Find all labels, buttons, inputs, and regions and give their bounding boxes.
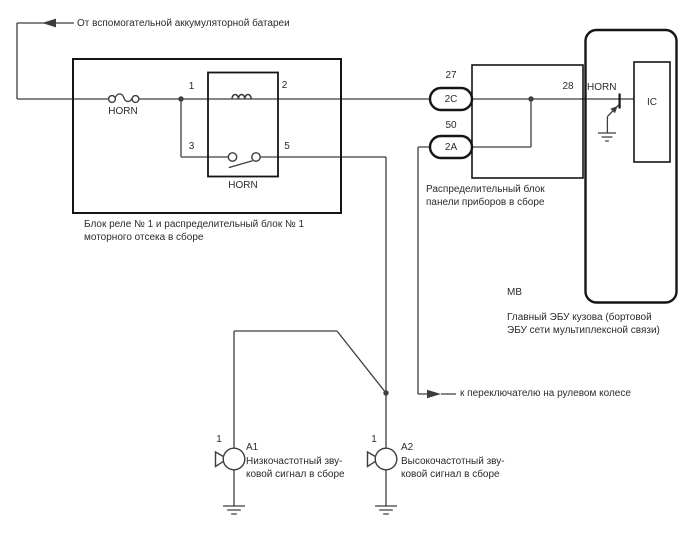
ecu-transistor-label: HORN: [587, 82, 617, 93]
horn-a2-caption-line1: Высокочастотный зву-: [401, 456, 505, 467]
junction-block-caption: [426, 183, 545, 209]
relay-block-box: [73, 59, 341, 213]
relay-block-caption-line1: Блок реле № 1 и распределительный блок № 1: [84, 219, 305, 230]
fuse-label: HORN: [108, 105, 138, 117]
horn-a1-caption-line2: ковой сигнал в сборе: [246, 469, 345, 480]
horn-a2-pin: 1: [371, 433, 377, 445]
horn-a1-ground-icon: [223, 506, 245, 514]
junction-dot: [528, 96, 533, 101]
connector-2a-label: 2A: [444, 141, 458, 153]
relay-coil-symbol: [232, 94, 251, 99]
horn-a1-caption-line1: Низкочастотный зву-: [246, 456, 343, 467]
horn-a2-ground-icon: [375, 506, 397, 514]
left-arrow-icon: [42, 19, 56, 28]
connector-2c-pin: 27: [445, 70, 457, 81]
ic-label: IC: [647, 97, 657, 108]
ecu-pin-28: 28: [562, 80, 574, 92]
ecu-caption-line1: Главный ЭБУ кузова (бортовой: [507, 312, 652, 323]
horn-a1-code: A1: [246, 441, 259, 453]
horn-branch-wire: [234, 331, 386, 448]
horn-fuse-symbol: [109, 94, 139, 103]
ecu-code: MB: [507, 287, 522, 298]
horn-a2-caption-line2: ковой сигнал в сборе: [401, 469, 500, 480]
junction-dot: [383, 390, 388, 395]
relay-pin-2: 2: [281, 79, 288, 91]
junction-dot: [178, 96, 183, 101]
horn-a1-pin: 1: [216, 433, 222, 445]
relay-pin-1: 1: [188, 80, 195, 92]
junction-block-caption-line2: панели приборов в сборе: [426, 197, 545, 208]
right-arrow-icon: [427, 390, 441, 398]
ecu-box: [586, 30, 677, 303]
transistor-symbol: [598, 94, 634, 142]
relay-label: HORN: [228, 179, 258, 191]
relay-inner-box: [208, 73, 278, 177]
battery-feed-label: От вспомогательной аккумуляторной батареи: [77, 17, 290, 29]
ecu-caption-line2: ЭБУ сети мультиплексной связи): [507, 325, 660, 336]
connector-2a-pin: 50: [445, 119, 457, 131]
horn-a1-symbol: [216, 448, 246, 514]
connector-2c-label: 2C: [444, 93, 458, 105]
ecu-caption: [507, 311, 660, 337]
junction-block-caption-line1: Распределительный блок: [426, 184, 545, 195]
relay-pin-3: 3: [188, 140, 195, 152]
relay-block-caption: [84, 218, 304, 244]
ecu-ground-icon: [598, 133, 616, 141]
horn-a1-caption: [246, 455, 345, 481]
relay-pin-5: 5: [284, 140, 290, 152]
horn-a2-symbol: [368, 448, 398, 514]
horn-a2-code: A2: [401, 441, 414, 453]
relay-block-caption-line2: моторного отсека в сборе: [84, 232, 204, 243]
steering-arrow-label: к переключателю на рулевом колесе: [460, 387, 631, 399]
horn-a2-caption: [401, 455, 505, 481]
ic-box: [634, 62, 670, 162]
